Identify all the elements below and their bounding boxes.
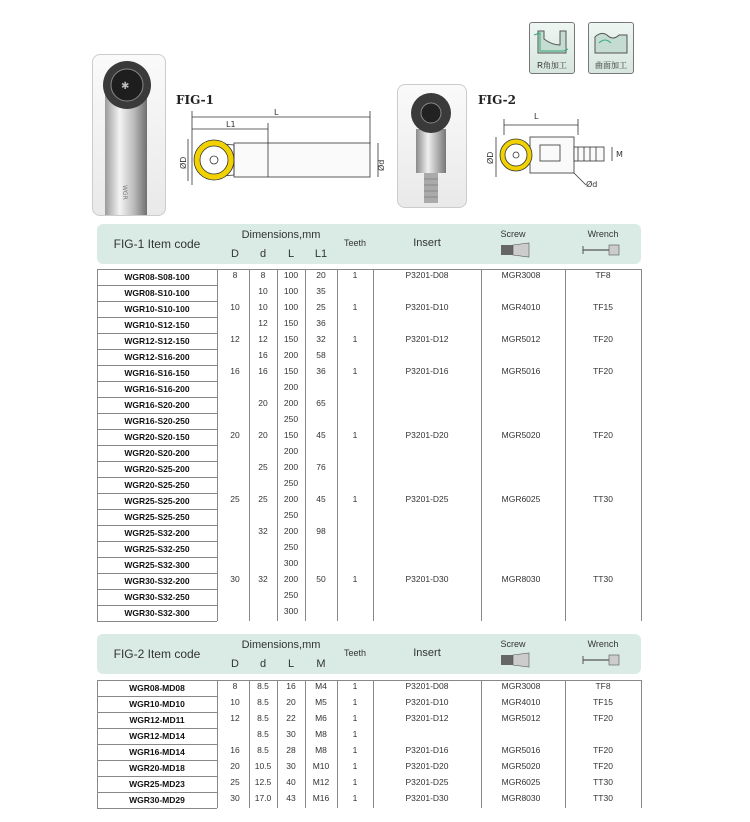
cell-M: M16 bbox=[312, 793, 330, 803]
cell-L: 250 bbox=[283, 414, 299, 424]
item-code: WGR20-S20-200 bbox=[124, 448, 190, 458]
item-code: WGR20-MD18 bbox=[129, 763, 185, 773]
cell-screw: MGR6025 bbox=[501, 777, 541, 787]
cell-L: 200 bbox=[283, 398, 299, 408]
item-code: WGR16-S16-200 bbox=[124, 384, 190, 394]
cell-teeth: 1 bbox=[352, 430, 358, 440]
cell-screw: MGR5012 bbox=[501, 713, 541, 723]
cell-screw: MGR5016 bbox=[501, 366, 541, 376]
cell-teeth: 1 bbox=[352, 713, 358, 723]
cell-L1: 32 bbox=[316, 334, 326, 344]
cell-d: 32 bbox=[258, 526, 268, 536]
table2-header-M: M bbox=[316, 658, 326, 670]
column-divider bbox=[373, 269, 374, 621]
cell-d: 8.5 bbox=[257, 681, 269, 691]
cell-insert: P3201-D08 bbox=[405, 681, 449, 691]
table2-header-item: FIG-2 Item code bbox=[113, 647, 201, 661]
cell-screw: MGR3008 bbox=[501, 270, 541, 280]
column-divider bbox=[373, 680, 374, 808]
r-corner-label: R角加工 bbox=[537, 61, 567, 70]
table-top-border bbox=[97, 680, 641, 681]
svg-text:✱: ✱ bbox=[121, 81, 130, 92]
cell-D: 25 bbox=[230, 494, 240, 504]
item-code: WGR12-S12-150 bbox=[124, 336, 190, 346]
cell-wrench: TT30 bbox=[593, 777, 613, 787]
cell-L: 200 bbox=[283, 526, 299, 536]
item-code: WGR20-S25-250 bbox=[124, 480, 190, 490]
cell-L: 200 bbox=[283, 574, 299, 584]
cell-L: 200 bbox=[283, 494, 299, 504]
cell-L1: 58 bbox=[316, 350, 326, 360]
cell-screw: MGR5020 bbox=[501, 430, 541, 440]
cell-M: M4 bbox=[315, 681, 327, 691]
column-divider bbox=[641, 680, 642, 808]
cell-wrench: TF15 bbox=[593, 302, 613, 312]
cell-L: 22 bbox=[286, 713, 296, 723]
cell-L1: 36 bbox=[316, 366, 326, 376]
item-code: WGR25-S32-200 bbox=[124, 528, 190, 538]
screw-icon bbox=[499, 652, 533, 668]
cell-D: 20 bbox=[230, 761, 240, 771]
table1-header-dimensions: Dimensions,mm bbox=[241, 229, 321, 241]
cell-teeth: 1 bbox=[352, 574, 358, 584]
column-divider bbox=[481, 269, 482, 621]
cell-teeth: 1 bbox=[352, 793, 358, 803]
cell-d: 32 bbox=[258, 574, 268, 584]
table1-header-insert: Insert bbox=[413, 237, 441, 249]
column-divider bbox=[97, 680, 98, 808]
screw-icon bbox=[499, 242, 533, 258]
fig2-dim-d: Ød bbox=[586, 180, 598, 189]
cell-insert: P3201-D08 bbox=[405, 270, 449, 280]
cell-L1: 35 bbox=[316, 286, 326, 296]
cell-wrench: TF20 bbox=[593, 430, 613, 440]
cell-M: M12 bbox=[312, 777, 330, 787]
cell-M: M8 bbox=[315, 729, 327, 739]
cell-L: 43 bbox=[286, 793, 296, 803]
item-code: WGR25-S32-300 bbox=[124, 560, 190, 570]
table1-header-D: D bbox=[231, 248, 239, 260]
cell-L1: 45 bbox=[316, 494, 326, 504]
fig2-dim-D: ØD bbox=[486, 151, 495, 164]
cell-D: 10 bbox=[230, 302, 240, 312]
cell-d: 10 bbox=[258, 302, 268, 312]
cell-L: 200 bbox=[283, 462, 299, 472]
column-divider bbox=[249, 269, 250, 621]
cell-L: 30 bbox=[286, 729, 296, 739]
cell-d: 20 bbox=[258, 398, 268, 408]
cell-wrench: TF20 bbox=[593, 713, 613, 723]
cell-M: M5 bbox=[315, 697, 327, 707]
cell-L: 300 bbox=[283, 558, 299, 568]
cell-insert: P3201-D30 bbox=[405, 574, 449, 584]
cell-teeth: 1 bbox=[352, 494, 358, 504]
table1-header bbox=[97, 224, 641, 264]
cell-insert: P3201-D10 bbox=[405, 697, 449, 707]
cell-d: 12 bbox=[258, 318, 268, 328]
cell-d: 12 bbox=[258, 334, 268, 344]
cell-teeth: 1 bbox=[352, 681, 358, 691]
cell-wrench: TF20 bbox=[593, 334, 613, 344]
cell-L1: 98 bbox=[316, 526, 326, 536]
item-code: WGR08-MD08 bbox=[129, 683, 185, 693]
cell-D: 8 bbox=[232, 270, 238, 280]
cell-teeth: 1 bbox=[352, 366, 358, 376]
fig2-dim-M: M bbox=[616, 150, 623, 159]
cell-D: 10 bbox=[230, 697, 240, 707]
table2-header-D: D bbox=[231, 658, 239, 670]
cell-wrench: TT30 bbox=[593, 793, 613, 803]
table1-header-screw: Screw bbox=[500, 229, 526, 239]
item-code: WGR10-S12-150 bbox=[124, 320, 190, 330]
cell-wrench: TT30 bbox=[593, 574, 613, 584]
item-code: WGR12-S16-200 bbox=[124, 352, 190, 362]
cell-teeth: 1 bbox=[352, 761, 358, 771]
cell-wrench: TF20 bbox=[593, 745, 613, 755]
fig2-label: FIG-2 bbox=[478, 93, 516, 107]
curved-surface-icon bbox=[588, 22, 634, 74]
cell-insert: P3201-D25 bbox=[405, 494, 449, 504]
cell-screw: MGR4010 bbox=[501, 302, 541, 312]
cell-insert: P3201-D30 bbox=[405, 793, 449, 803]
table-top-border bbox=[97, 269, 641, 270]
cell-L: 16 bbox=[286, 681, 296, 691]
table2-header-dimensions: Dimensions,mm bbox=[241, 639, 321, 651]
cell-wrench: TF15 bbox=[593, 697, 613, 707]
table2-header-L: L bbox=[287, 658, 295, 670]
cell-D: 30 bbox=[230, 793, 240, 803]
table1-header-teeth: Teeth bbox=[343, 238, 367, 248]
row-divider bbox=[97, 621, 217, 622]
cell-d: 16 bbox=[258, 350, 268, 360]
table1-header-d: d bbox=[259, 248, 267, 260]
fig2-dim-L: L bbox=[534, 112, 539, 121]
item-code: WGR25-S32-250 bbox=[124, 544, 190, 554]
wrench-icon bbox=[581, 652, 625, 668]
cell-teeth: 1 bbox=[352, 777, 358, 787]
column-divider bbox=[97, 269, 98, 621]
table1-header-wrench: Wrench bbox=[587, 229, 619, 239]
cell-d: 10.5 bbox=[254, 761, 272, 771]
cell-M: M10 bbox=[312, 761, 330, 771]
item-code: WGR30-MD29 bbox=[129, 795, 185, 805]
cell-L: 200 bbox=[283, 446, 299, 456]
cell-M: M6 bbox=[315, 713, 327, 723]
cell-d: 8.5 bbox=[257, 713, 269, 723]
cell-L1: 25 bbox=[316, 302, 326, 312]
fig1-product-photo bbox=[92, 54, 166, 216]
cell-L1: 20 bbox=[316, 270, 326, 280]
cell-screw: MGR8030 bbox=[501, 793, 541, 803]
cell-teeth: 1 bbox=[352, 729, 358, 739]
cell-L1: 50 bbox=[316, 574, 326, 584]
cell-L1: 76 bbox=[316, 462, 326, 472]
cell-insert: P3201-D12 bbox=[405, 334, 449, 344]
cell-wrench: TF8 bbox=[595, 681, 611, 691]
cell-D: 16 bbox=[230, 366, 240, 376]
svg-text:WGR: WGR bbox=[121, 185, 128, 200]
fig1-dim-D: ØD bbox=[179, 156, 188, 169]
item-code: WGR25-S25-200 bbox=[124, 496, 190, 506]
item-code: WGR20-S25-200 bbox=[124, 464, 190, 474]
item-code: WGR12-MD14 bbox=[129, 731, 185, 741]
cell-insert: P3201-D16 bbox=[405, 366, 449, 376]
curved-surface-label: 曲面加工 bbox=[595, 61, 627, 70]
cell-L: 150 bbox=[283, 430, 299, 440]
item-code: WGR16-MD14 bbox=[129, 747, 185, 757]
table2-header-teeth: Teeth bbox=[343, 648, 367, 658]
column-divider bbox=[337, 269, 338, 621]
cell-L: 100 bbox=[283, 270, 299, 280]
column-divider bbox=[565, 269, 566, 621]
cell-insert: P3201-D20 bbox=[405, 761, 449, 771]
cell-D: 12 bbox=[230, 713, 240, 723]
cell-D: 20 bbox=[230, 430, 240, 440]
cell-d: 8 bbox=[260, 270, 266, 280]
cell-insert: P3201-D20 bbox=[405, 430, 449, 440]
table1-header-L: L bbox=[287, 248, 295, 260]
table2-header-screw: Screw bbox=[500, 639, 526, 649]
item-code: WGR16-S20-200 bbox=[124, 400, 190, 410]
r-corner-icon bbox=[529, 22, 575, 74]
cell-L: 250 bbox=[283, 478, 299, 488]
cell-teeth: 1 bbox=[352, 697, 358, 707]
cell-wrench: TF8 bbox=[595, 270, 611, 280]
cell-teeth: 1 bbox=[352, 302, 358, 312]
column-divider bbox=[277, 680, 278, 808]
cell-screw: MGR5020 bbox=[501, 761, 541, 771]
cell-L: 150 bbox=[283, 318, 299, 328]
cell-M: M8 bbox=[315, 745, 327, 755]
cell-L: 150 bbox=[283, 366, 299, 376]
fig1-label: FIG-1 bbox=[176, 93, 214, 107]
item-code: WGR08-S08-100 bbox=[124, 272, 190, 282]
cell-d: 20 bbox=[258, 430, 268, 440]
cell-d: 16 bbox=[258, 366, 268, 376]
cell-insert: P3201-D25 bbox=[405, 777, 449, 787]
cell-wrench: TF20 bbox=[593, 366, 613, 376]
cell-L: 30 bbox=[286, 761, 296, 771]
fig2-technical-drawing bbox=[482, 105, 632, 190]
item-code: WGR20-S20-150 bbox=[124, 432, 190, 442]
cell-d: 10 bbox=[258, 286, 268, 296]
column-divider bbox=[565, 680, 566, 808]
cell-D: 12 bbox=[230, 334, 240, 344]
fig1-dim-d: Ød bbox=[377, 159, 386, 171]
cell-teeth: 1 bbox=[352, 745, 358, 755]
table1-header-item: FIG-1 Item code bbox=[113, 237, 201, 251]
table2-header-d: d bbox=[259, 658, 267, 670]
cell-teeth: 1 bbox=[352, 270, 358, 280]
column-divider bbox=[337, 680, 338, 808]
cell-D: 30 bbox=[230, 574, 240, 584]
cell-L: 150 bbox=[283, 334, 299, 344]
cell-L: 300 bbox=[283, 606, 299, 616]
cell-L: 250 bbox=[283, 590, 299, 600]
column-divider bbox=[277, 269, 278, 621]
column-divider bbox=[641, 269, 642, 621]
item-code: WGR08-S10-100 bbox=[124, 288, 190, 298]
column-divider bbox=[305, 269, 306, 621]
column-divider bbox=[217, 680, 218, 808]
table2-header-wrench: Wrench bbox=[587, 639, 619, 649]
item-code: WGR25-MD23 bbox=[129, 779, 185, 789]
cell-L: 40 bbox=[286, 777, 296, 787]
fig2-product-photo bbox=[397, 84, 467, 208]
fig1-dim-L1: L1 bbox=[226, 120, 236, 129]
cell-screw: MGR3008 bbox=[501, 681, 541, 691]
item-code: WGR16-S20-250 bbox=[124, 416, 190, 426]
cell-L1: 36 bbox=[316, 318, 326, 328]
cell-screw: MGR5016 bbox=[501, 745, 541, 755]
item-code: WGR30-S32-250 bbox=[124, 592, 190, 602]
cell-d: 8.5 bbox=[257, 745, 269, 755]
cell-L1: 65 bbox=[316, 398, 326, 408]
cell-D: 16 bbox=[230, 745, 240, 755]
item-code: WGR30-S32-200 bbox=[124, 576, 190, 586]
cell-L1: 45 bbox=[316, 430, 326, 440]
column-divider bbox=[481, 680, 482, 808]
cell-wrench: TF20 bbox=[593, 761, 613, 771]
cell-D: 8 bbox=[232, 681, 238, 691]
cell-teeth: 1 bbox=[352, 334, 358, 344]
cell-d: 25 bbox=[258, 494, 268, 504]
cell-insert: P3201-D10 bbox=[405, 302, 449, 312]
cell-L: 28 bbox=[286, 745, 296, 755]
table2-header-insert: Insert bbox=[413, 647, 441, 659]
cell-L: 250 bbox=[283, 542, 299, 552]
table2-header bbox=[97, 634, 641, 674]
cell-screw: MGR8030 bbox=[501, 574, 541, 584]
cell-L: 200 bbox=[283, 382, 299, 392]
cell-insert: P3201-D16 bbox=[405, 745, 449, 755]
row-divider bbox=[97, 808, 217, 809]
cell-screw: MGR4010 bbox=[501, 697, 541, 707]
cell-d: 8.5 bbox=[257, 729, 269, 739]
column-divider bbox=[217, 269, 218, 621]
column-divider bbox=[249, 680, 250, 808]
cell-L: 100 bbox=[283, 286, 299, 296]
wrench-icon bbox=[581, 242, 625, 258]
cell-d: 8.5 bbox=[257, 697, 269, 707]
item-code: WGR30-S32-300 bbox=[124, 608, 190, 618]
cell-d: 12.5 bbox=[254, 777, 272, 787]
item-code: WGR10-S10-100 bbox=[124, 304, 190, 314]
cell-d: 25 bbox=[258, 462, 268, 472]
item-code: WGR10-MD10 bbox=[129, 699, 185, 709]
cell-L: 100 bbox=[283, 302, 299, 312]
cell-insert: P3201-D12 bbox=[405, 713, 449, 723]
cell-L: 200 bbox=[283, 350, 299, 360]
cell-screw: MGR5012 bbox=[501, 334, 541, 344]
item-code: WGR12-MD11 bbox=[129, 715, 185, 725]
cell-L: 20 bbox=[286, 697, 296, 707]
cell-L: 250 bbox=[283, 510, 299, 520]
table1-header-L1: L1 bbox=[314, 248, 328, 260]
item-code: WGR25-S25-250 bbox=[124, 512, 190, 522]
cell-d: 17.0 bbox=[254, 793, 272, 803]
fig1-technical-drawing bbox=[178, 105, 388, 195]
cell-wrench: TT30 bbox=[593, 494, 613, 504]
column-divider bbox=[305, 680, 306, 808]
cell-screw: MGR6025 bbox=[501, 494, 541, 504]
fig1-dim-L: L bbox=[274, 108, 279, 117]
item-code: WGR16-S16-150 bbox=[124, 368, 190, 378]
cell-D: 25 bbox=[230, 777, 240, 787]
